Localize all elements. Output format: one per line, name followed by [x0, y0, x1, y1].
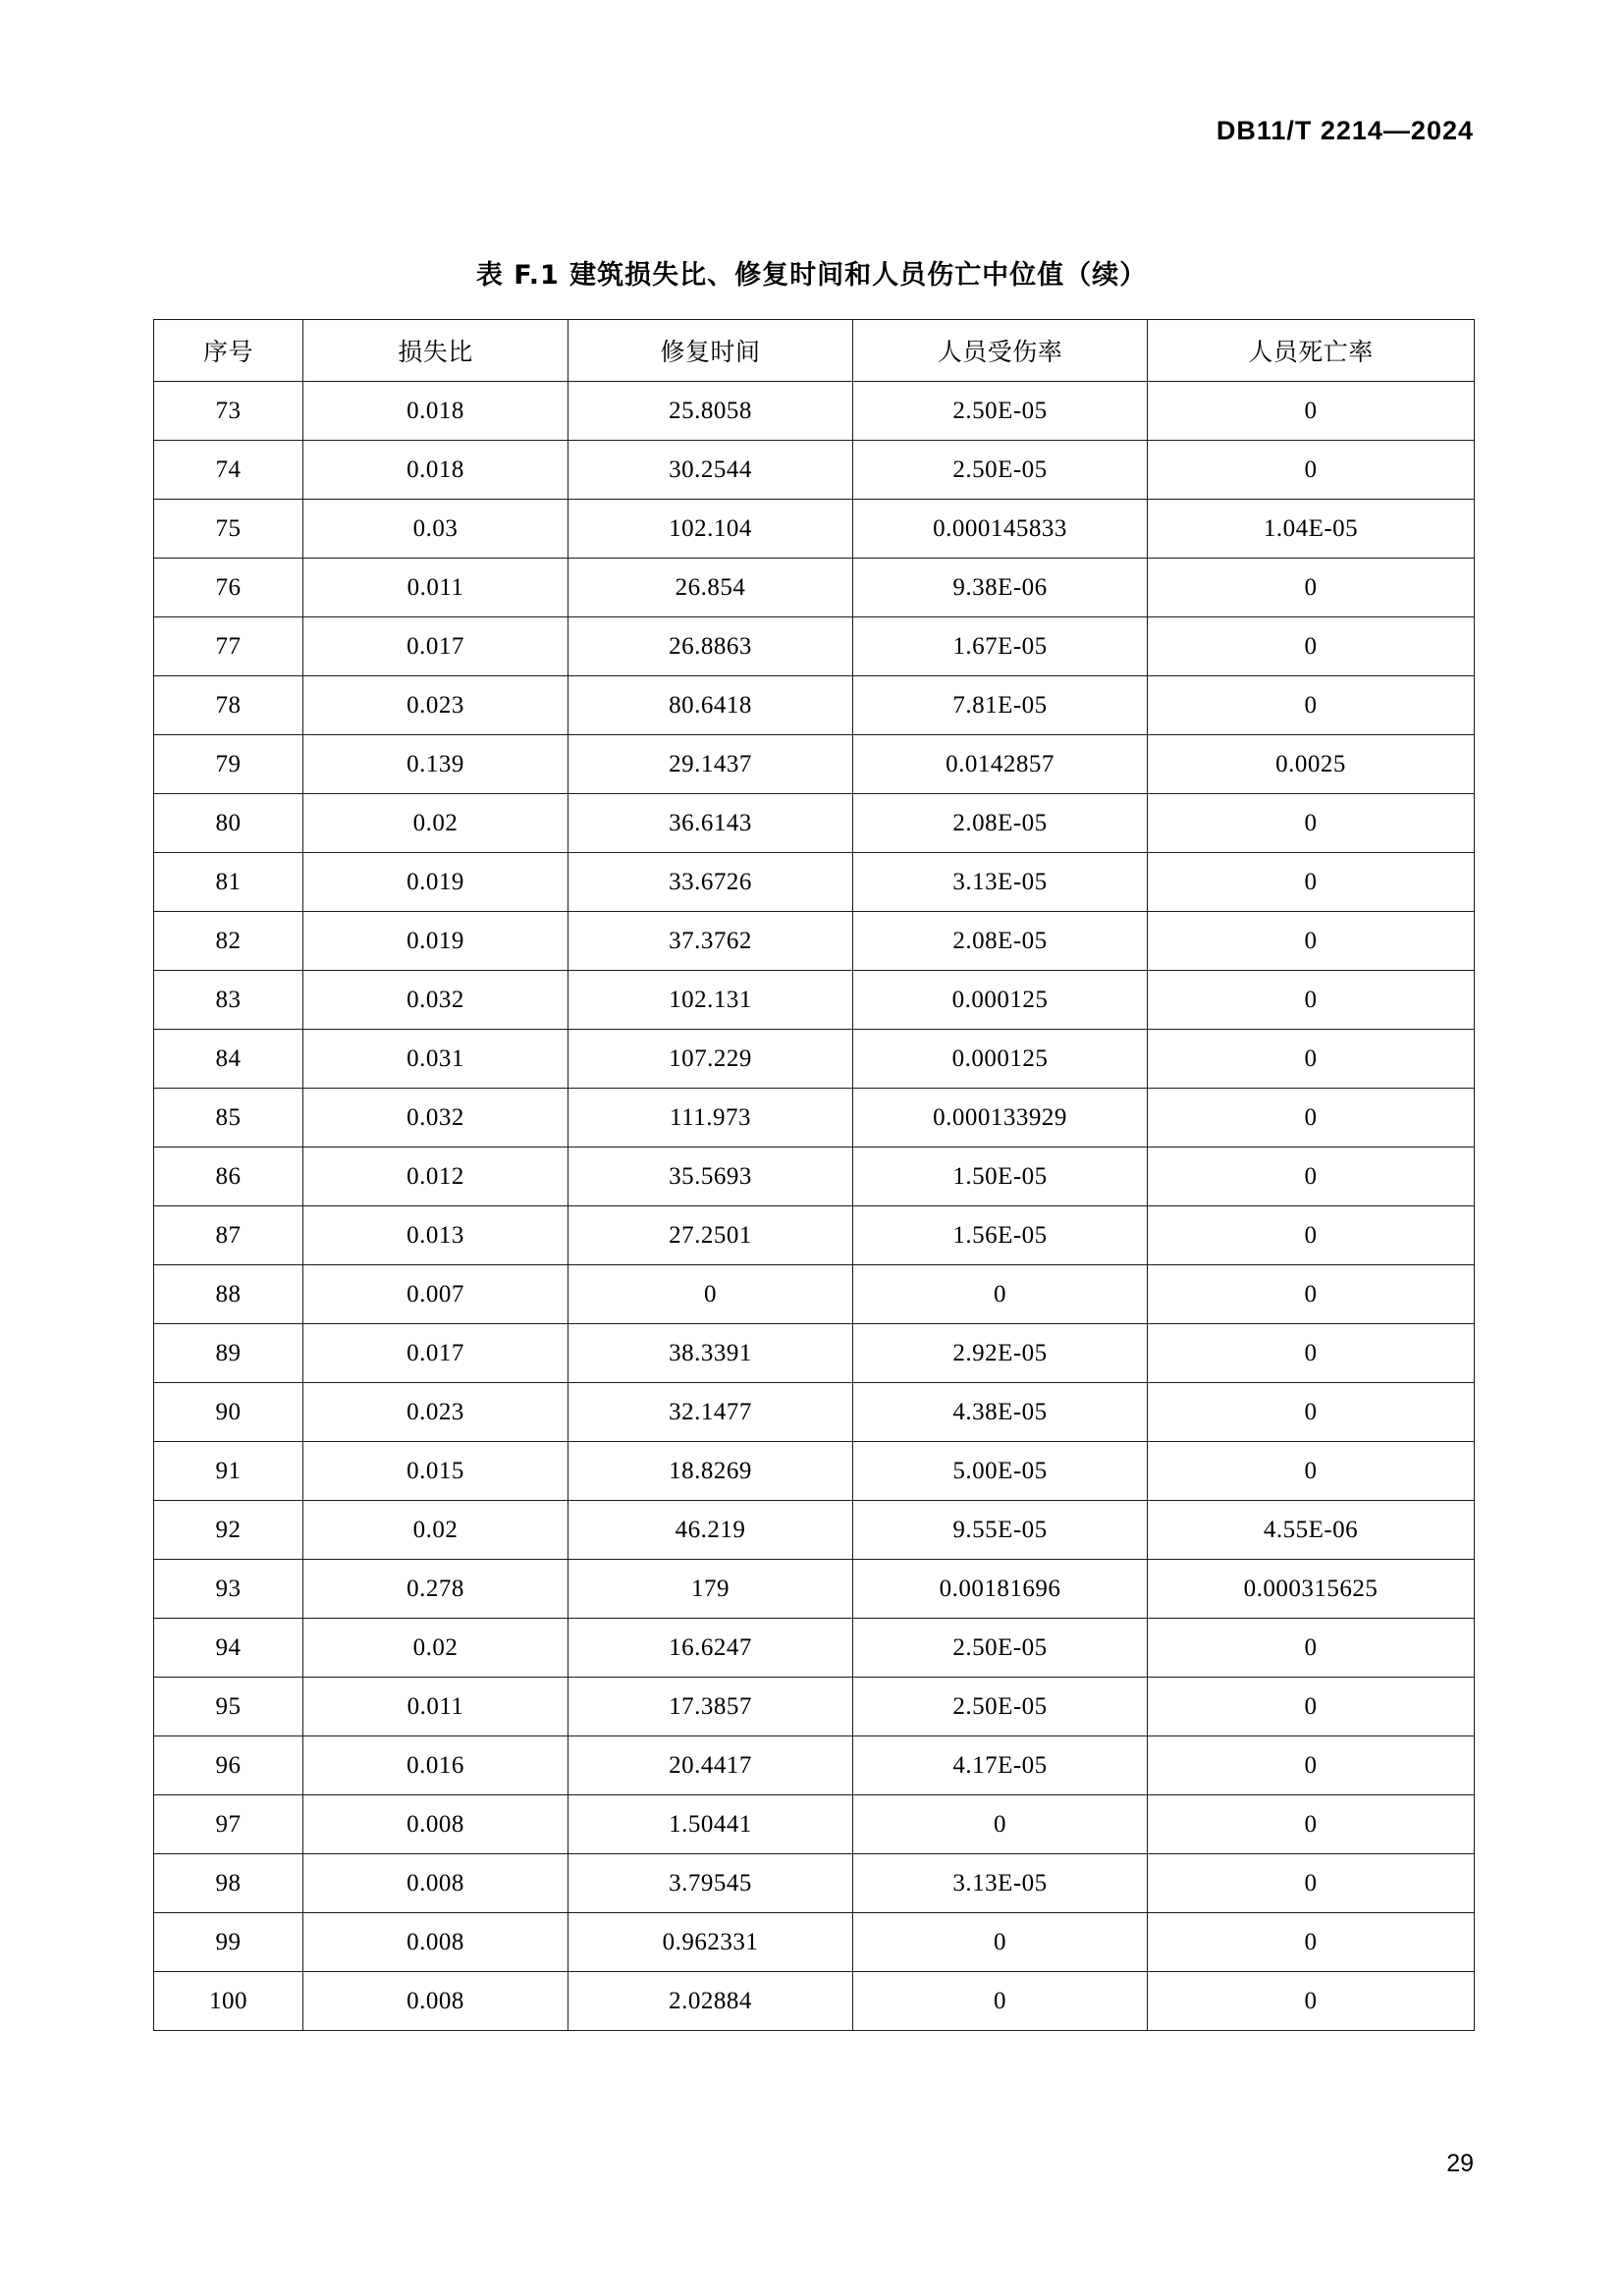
table-row: [154, 1206, 1475, 1265]
table-cell: 0.00181696: [853, 1560, 1148, 1619]
table-row: [154, 1972, 1475, 2031]
table-cell: 0: [1148, 617, 1475, 676]
table-cell: 90: [154, 1383, 303, 1442]
data-table: [153, 319, 1475, 2031]
table-row: [154, 1560, 1475, 1619]
table-cell: 4.55E-06: [1148, 1501, 1475, 1560]
table-cell: 0: [1148, 1678, 1475, 1736]
table-cell: 1.56E-05: [853, 1206, 1148, 1265]
table-cell: 93: [154, 1560, 303, 1619]
table-row: [154, 559, 1475, 617]
table-row: [154, 794, 1475, 853]
table-cell: 4.38E-05: [853, 1383, 1148, 1442]
table-cell: 0.008: [303, 1972, 568, 2031]
table-cell: 2.08E-05: [853, 794, 1148, 853]
table-cell: 0.0142857: [853, 735, 1148, 794]
table-cell: 0.016: [303, 1736, 568, 1795]
table-cell: 0: [1148, 1030, 1475, 1089]
table-cell: 79: [154, 735, 303, 794]
table-cell: 0: [853, 1795, 1148, 1854]
table-cell: 0.032: [303, 971, 568, 1030]
table-cell: 98: [154, 1854, 303, 1913]
table-cell: 0.023: [303, 1383, 568, 1442]
table-cell: 0.019: [303, 853, 568, 912]
table-row: [154, 617, 1475, 676]
table-cell: 0: [1148, 853, 1475, 912]
table-cell: 0.008: [303, 1795, 568, 1854]
table-cell: 25.8058: [568, 382, 853, 441]
table-cell: 37.3762: [568, 912, 853, 971]
table-cell: 33.6726: [568, 853, 853, 912]
table-row: [154, 1854, 1475, 1913]
column-header-repair-time: 修复时间: [568, 320, 853, 382]
table-cell: 0: [1148, 1913, 1475, 1972]
table-cell: 94: [154, 1619, 303, 1678]
table-cell: 26.854: [568, 559, 853, 617]
table-cell: 86: [154, 1148, 303, 1206]
table-cell: 73: [154, 382, 303, 441]
table-cell: 35.5693: [568, 1148, 853, 1206]
table-row: [154, 1383, 1475, 1442]
table-row: [154, 1030, 1475, 1089]
table-row: [154, 912, 1475, 971]
table-cell: 76: [154, 559, 303, 617]
table-row: [154, 1442, 1475, 1501]
table-cell: 111.973: [568, 1089, 853, 1148]
table-container: [153, 319, 1474, 2031]
table-cell: 5.00E-05: [853, 1442, 1148, 1501]
table-cell: 0: [1148, 912, 1475, 971]
table-cell: 0.019: [303, 912, 568, 971]
table-cell: 16.6247: [568, 1619, 853, 1678]
table-cell: 7.81E-05: [853, 676, 1148, 735]
table-cell: 2.08E-05: [853, 912, 1148, 971]
table-cell: 0.000125: [853, 1030, 1148, 1089]
table-row: [154, 1736, 1475, 1795]
table-cell: 2.50E-05: [853, 1678, 1148, 1736]
table-cell: 2.02884: [568, 1972, 853, 2031]
table-cell: 30.2544: [568, 441, 853, 500]
table-cell: 0.011: [303, 1678, 568, 1736]
page-header-standard-code: DB11/T 2214—2024: [1216, 116, 1474, 145]
table-cell: 0.139: [303, 735, 568, 794]
table-row: [154, 1324, 1475, 1383]
table-cell: 80: [154, 794, 303, 853]
table-row: [154, 500, 1475, 559]
table-cell: 0.02: [303, 794, 568, 853]
table-cell: 1.50441: [568, 1795, 853, 1854]
table-cell: 2.50E-05: [853, 1619, 1148, 1678]
table-cell: 2.50E-05: [853, 382, 1148, 441]
table-cell: 4.17E-05: [853, 1736, 1148, 1795]
table-cell: 38.3391: [568, 1324, 853, 1383]
table-cell: 0.023: [303, 676, 568, 735]
column-header-injury-rate: 人员受伤率: [853, 320, 1148, 382]
table-cell: 0.015: [303, 1442, 568, 1501]
table-row: [154, 1619, 1475, 1678]
table-cell: 0.962331: [568, 1913, 853, 1972]
table-row: [154, 1795, 1475, 1854]
table-cell: 17.3857: [568, 1678, 853, 1736]
table-cell: 0.03: [303, 500, 568, 559]
table-cell: 99: [154, 1913, 303, 1972]
table-cell: 0.02: [303, 1619, 568, 1678]
table-cell: 26.8863: [568, 617, 853, 676]
table-cell: 82: [154, 912, 303, 971]
page-number: 29: [1446, 2150, 1474, 2177]
table-cell: 78: [154, 676, 303, 735]
table-cell: 102.131: [568, 971, 853, 1030]
table-caption: 表 F.1 建筑损失比、修复时间和人员伤亡中位值（续）: [475, 260, 1148, 291]
table-cell: 1.50E-05: [853, 1148, 1148, 1206]
table-cell: 20.4417: [568, 1736, 853, 1795]
table-cell: 0: [1148, 1442, 1475, 1501]
table-cell: 27.2501: [568, 1206, 853, 1265]
table-cell: 0: [1148, 1148, 1475, 1206]
table-row: [154, 676, 1475, 735]
table-row: [154, 441, 1475, 500]
table-cell: 0.017: [303, 617, 568, 676]
table-cell: 0.018: [303, 441, 568, 500]
table-row: [154, 735, 1475, 794]
table-cell: 0.007: [303, 1265, 568, 1324]
table-cell: 0.000315625: [1148, 1560, 1475, 1619]
table-cell: 18.8269: [568, 1442, 853, 1501]
table-cell: 77: [154, 617, 303, 676]
table-cell: 100: [154, 1972, 303, 2031]
table-header-row: [154, 320, 1475, 382]
table-cell: 0.000133929: [853, 1089, 1148, 1148]
table-cell: 89: [154, 1324, 303, 1383]
table-cell: 0.031: [303, 1030, 568, 1089]
table-cell: 0: [1148, 1854, 1475, 1913]
table-cell: 0: [1148, 559, 1475, 617]
table-cell: 0: [1148, 1265, 1475, 1324]
table-cell: 0.008: [303, 1854, 568, 1913]
table-cell: 95: [154, 1678, 303, 1736]
table-row: [154, 1089, 1475, 1148]
table-cell: 0: [853, 1972, 1148, 2031]
table-cell: 0: [853, 1913, 1148, 1972]
table-cell: 0: [1148, 676, 1475, 735]
table-cell: 3.79545: [568, 1854, 853, 1913]
table-cell: 0: [1148, 1206, 1475, 1265]
table-cell: 97: [154, 1795, 303, 1854]
table-cell: 0: [853, 1265, 1148, 1324]
table-cell: 0.011: [303, 559, 568, 617]
table-row: [154, 382, 1475, 441]
column-header-loss-ratio: 损失比: [303, 320, 568, 382]
table-cell: 84: [154, 1030, 303, 1089]
table-row: [154, 1678, 1475, 1736]
table-cell: 0.000145833: [853, 500, 1148, 559]
table-cell: 3.13E-05: [853, 853, 1148, 912]
table-cell: 1.04E-05: [1148, 500, 1475, 559]
table-cell: 46.219: [568, 1501, 853, 1560]
table-cell: 74: [154, 441, 303, 500]
table-cell: 2.50E-05: [853, 441, 1148, 500]
table-cell: 0.013: [303, 1206, 568, 1265]
table-cell: 0: [1148, 1736, 1475, 1795]
table-cell: 75: [154, 500, 303, 559]
table-cell: 0: [1148, 1383, 1475, 1442]
table-cell: 87: [154, 1206, 303, 1265]
table-cell: 96: [154, 1736, 303, 1795]
table-cell: 0: [1148, 1324, 1475, 1383]
table-cell: 91: [154, 1442, 303, 1501]
table-row: [154, 971, 1475, 1030]
table-row: [154, 1501, 1475, 1560]
table-cell: 0: [1148, 1795, 1475, 1854]
table-cell: 0.008: [303, 1913, 568, 1972]
table-cell: 81: [154, 853, 303, 912]
column-header-index: 序号: [154, 320, 303, 382]
table-row: [154, 853, 1475, 912]
table-cell: 88: [154, 1265, 303, 1324]
table-cell: 92: [154, 1501, 303, 1560]
table-cell: 0.000125: [853, 971, 1148, 1030]
table-cell: 0: [1148, 382, 1475, 441]
table-cell: 0.018: [303, 382, 568, 441]
table-cell: 2.92E-05: [853, 1324, 1148, 1383]
table-cell: 0.0025: [1148, 735, 1475, 794]
table-cell: 29.1437: [568, 735, 853, 794]
table-row: [154, 1913, 1475, 1972]
table-cell: 0: [1148, 1089, 1475, 1148]
table-cell: 0: [1148, 1619, 1475, 1678]
table-cell: 0.012: [303, 1148, 568, 1206]
table-row: [154, 1148, 1475, 1206]
table-cell: 9.38E-06: [853, 559, 1148, 617]
table-cell: 0: [1148, 1972, 1475, 2031]
table-cell: 3.13E-05: [853, 1854, 1148, 1913]
table-cell: 102.104: [568, 500, 853, 559]
table-cell: 0: [1148, 441, 1475, 500]
table-cell: 107.229: [568, 1030, 853, 1089]
table-row: [154, 1265, 1475, 1324]
table-cell: 0.017: [303, 1324, 568, 1383]
table-cell: 80.6418: [568, 676, 853, 735]
table-cell: 0.278: [303, 1560, 568, 1619]
table-cell: 32.1477: [568, 1383, 853, 1442]
table-cell: 0.032: [303, 1089, 568, 1148]
table-cell: 0: [568, 1265, 853, 1324]
table-cell: 0.02: [303, 1501, 568, 1560]
table-cell: 83: [154, 971, 303, 1030]
column-header-fatality-rate: 人员死亡率: [1148, 320, 1475, 382]
table-cell: 0: [1148, 971, 1475, 1030]
table-cell: 85: [154, 1089, 303, 1148]
table-cell: 9.55E-05: [853, 1501, 1148, 1560]
table-body: [154, 382, 1475, 2031]
table-cell: 1.67E-05: [853, 617, 1148, 676]
table-cell: 0: [1148, 794, 1475, 853]
table-cell: 179: [568, 1560, 853, 1619]
table-cell: 36.6143: [568, 794, 853, 853]
